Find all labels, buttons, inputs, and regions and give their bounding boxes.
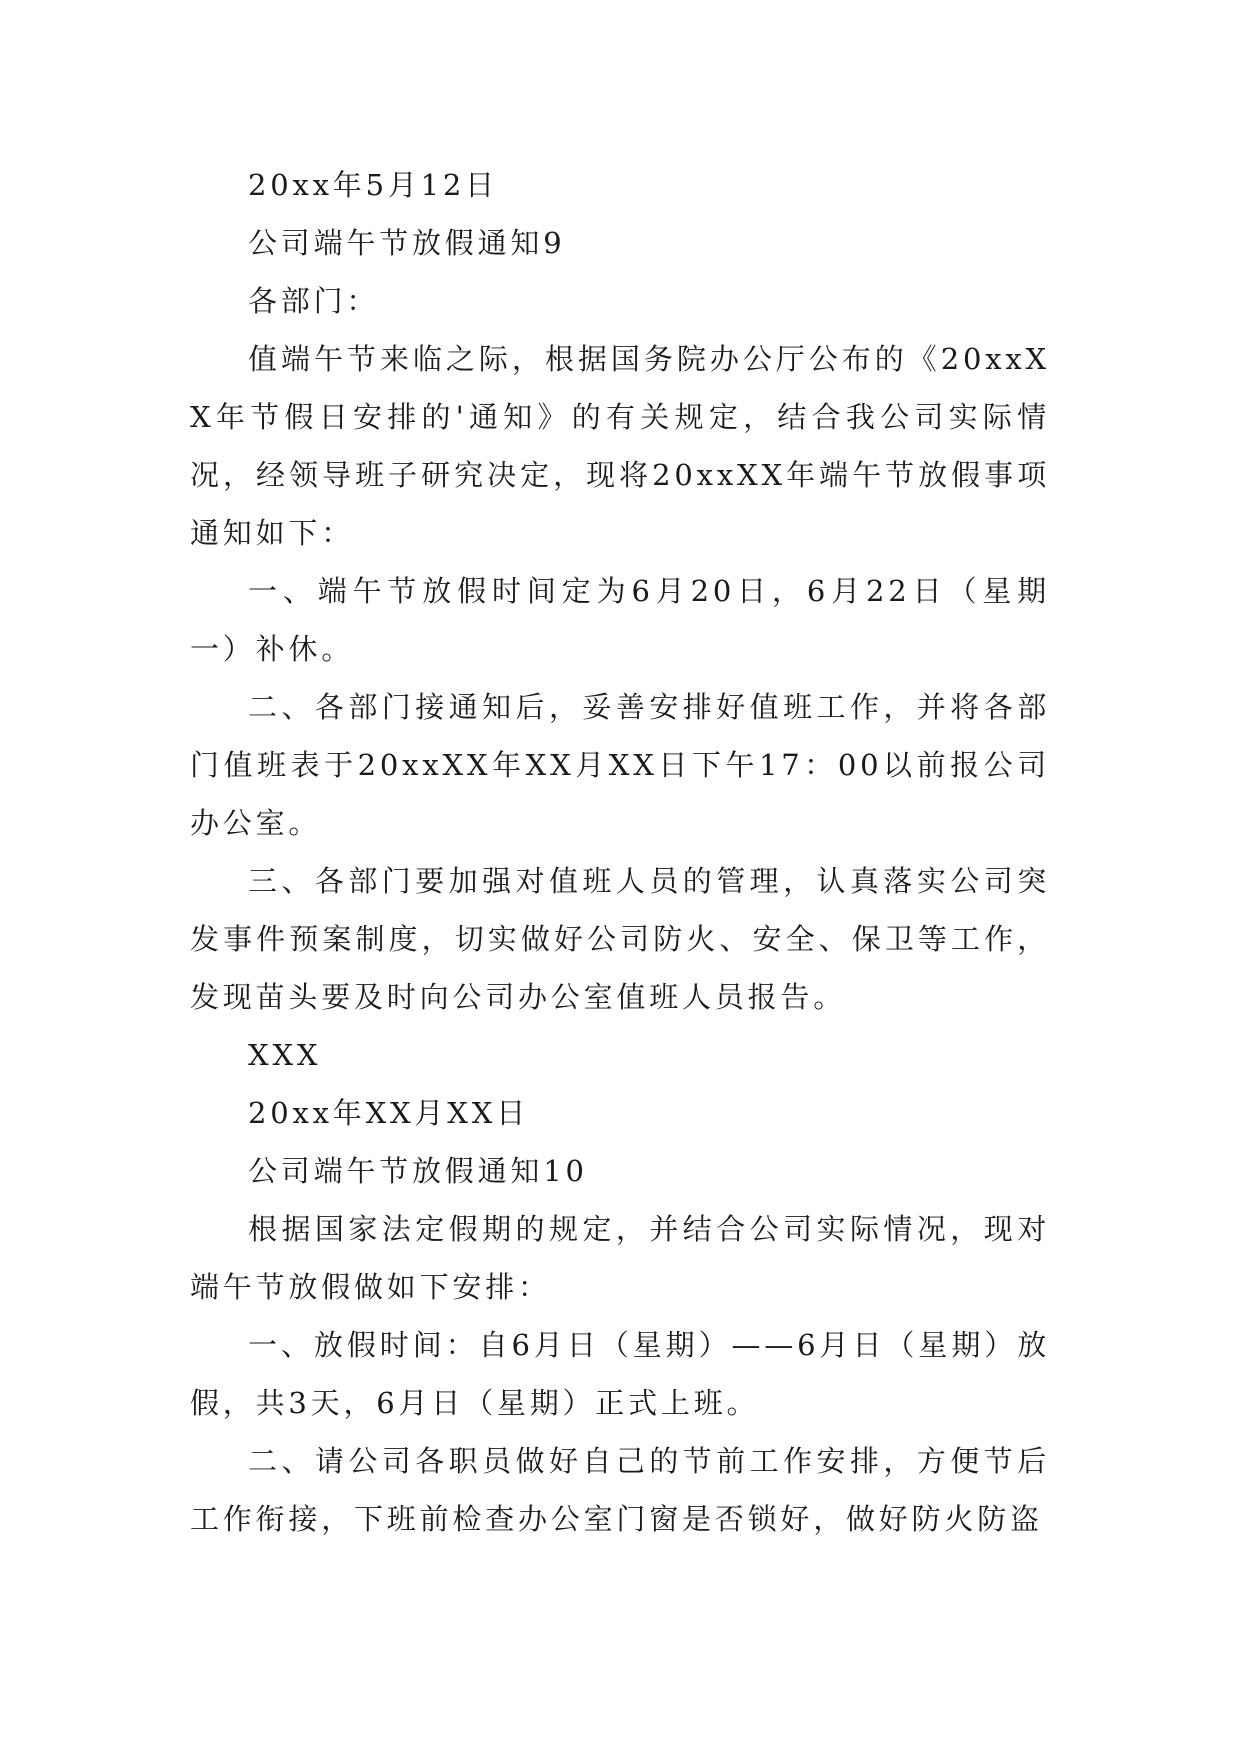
notice-title-10: 公司端午节放假通知10: [248, 1154, 588, 1188]
body-paragraph: 一、放假时间：自6月日（星期）——6月日（星期）放假，共3天，6月日（星期）正式上班。: [190, 1328, 1050, 1420]
date-line: 20xx年5月12日: [248, 168, 498, 202]
date-line: 20xx年XX月XX日: [248, 1096, 529, 1130]
body-paragraph: 三、各部门要加强对值班人员的管理，认真落实公司突发事件预案制度，切实做好公司防火、安全、保卫等工作，发现苗头要及时向公司办公室值班人员报告。: [190, 864, 1050, 1014]
notice-title-9: 公司端午节放假通知9: [248, 226, 566, 260]
document-body: [190, 156, 1050, 1548]
body-paragraph: 二、请公司各职员做好自己的节前工作安排，方便节后工作衔接，下班前检查办公室门窗是否锁好，做好防火防盗: [190, 1444, 1050, 1536]
body-paragraph: 值端午节来临之际，根据国务院办公厅公布的《20xxXX年节假日安排的'通知》的有关规定，结合我公司实际情况，经领导班子研究决定，现将20xxXX年端午节放假事项通知如下：: [190, 342, 1050, 550]
salutation: 各部门：: [248, 284, 380, 318]
body-paragraph: 一、端午节放假时间定为6月20日，6月22日（星期一）补休。: [190, 574, 1050, 666]
signature: XXX: [248, 1038, 322, 1072]
body-paragraph: 根据国家法定假期的规定，并结合公司实际情况，现对端午节放假做如下安排：: [190, 1212, 1050, 1304]
body-paragraph: 二、各部门接通知后，妥善安排好值班工作，并将各部门值班表于20xxXX年XX月XX日下午17：00以前报公司办公室。: [190, 690, 1050, 840]
